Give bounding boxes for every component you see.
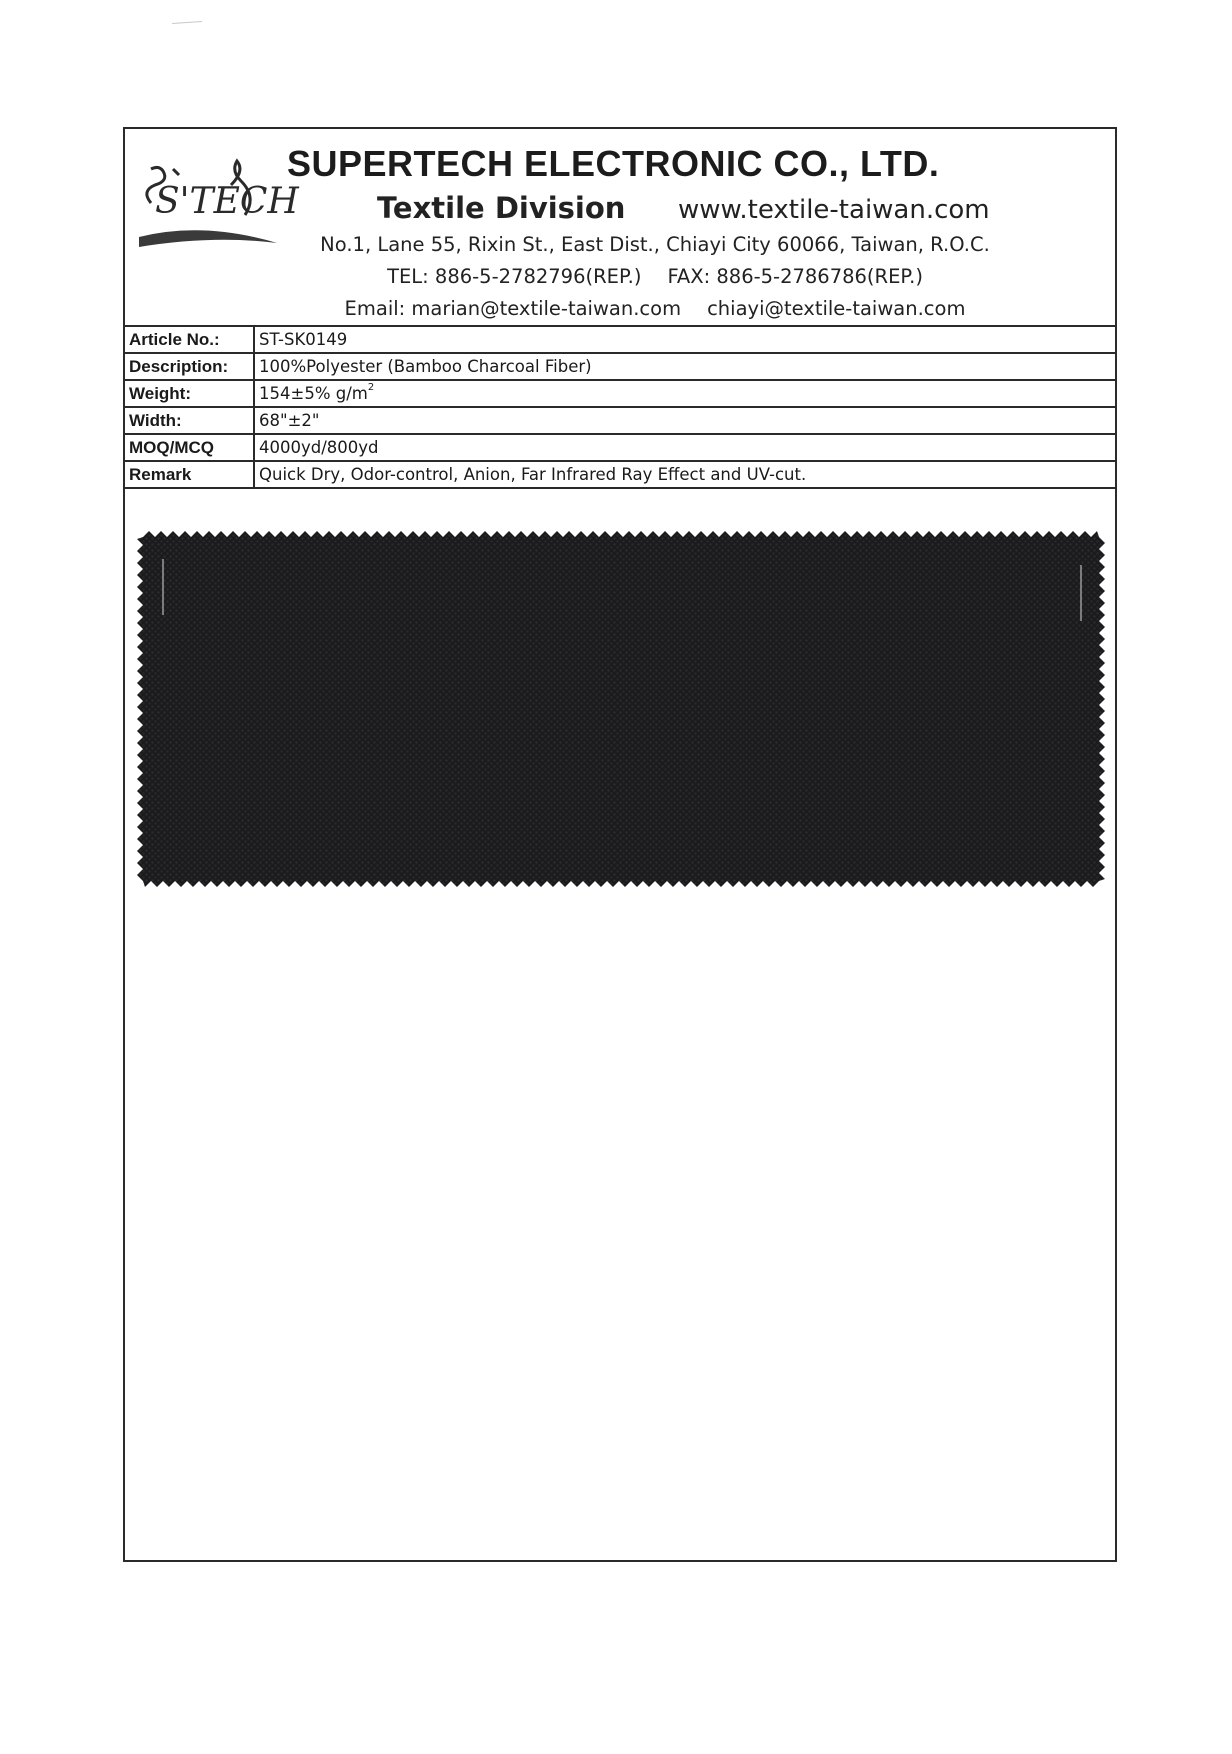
- moq-label: MOQ/MCQ: [125, 434, 254, 461]
- table-row: [125, 353, 1115, 380]
- email-secondary[interactable]: chiayi@textile-taiwan.com: [707, 297, 966, 320]
- description-value: 100%Polyester (Bamboo Charcoal Fiber): [254, 353, 1115, 380]
- company-name: SUPERTECH ELECTRONIC CO., LTD.: [287, 143, 940, 184]
- email-line: [125, 297, 1115, 320]
- company-address: No.1, Lane 55, Rixin St., East Dist., Chiayi City 60066, Taiwan, R.O.C.: [320, 233, 990, 256]
- remark-value: Quick Dry, Odor-control, Anion, Far Infrared Ray Effect and UV-cut.: [254, 461, 1115, 488]
- article-label: Article No.:: [125, 326, 254, 353]
- division-title: Textile Division: [377, 191, 626, 225]
- weight-value: [254, 380, 1115, 407]
- email-primary[interactable]: Email: marian@textile-taiwan.com: [344, 297, 682, 320]
- fax: FAX: 886-5-2786786(REP.): [667, 265, 923, 288]
- weight-label: Weight:: [125, 380, 254, 407]
- website-link[interactable]: www.textile-taiwan.com: [678, 195, 990, 225]
- swatch-pinked-fabric: [137, 531, 1105, 887]
- fabric-swatch: [133, 525, 1109, 891]
- specification-table: [125, 325, 1115, 489]
- article-value: ST-SK0149: [254, 326, 1115, 353]
- table-row: [125, 407, 1115, 434]
- table-row: [125, 380, 1115, 407]
- spec-sheet: [123, 127, 1117, 1562]
- telephone: TEL: 886-5-2782796(REP.): [387, 265, 642, 288]
- width-label: Width:: [125, 407, 254, 434]
- description-label: Description:: [125, 353, 254, 380]
- weight-exponent: 2: [367, 382, 375, 393]
- phone-fax-line: [125, 265, 1115, 288]
- table-row: [125, 461, 1115, 488]
- moq-value: 4000yd/800yd: [254, 434, 1115, 461]
- scan-mark: [172, 21, 202, 24]
- weight-number: 154±5% g/m: [259, 384, 368, 403]
- table-row: [125, 326, 1115, 353]
- remark-label: Remark: [125, 461, 254, 488]
- table-row: [125, 434, 1115, 461]
- company-header: [125, 129, 1115, 325]
- width-value: 68"±2": [254, 407, 1115, 434]
- svg-text:S'TECH: S'TECH: [155, 181, 299, 222]
